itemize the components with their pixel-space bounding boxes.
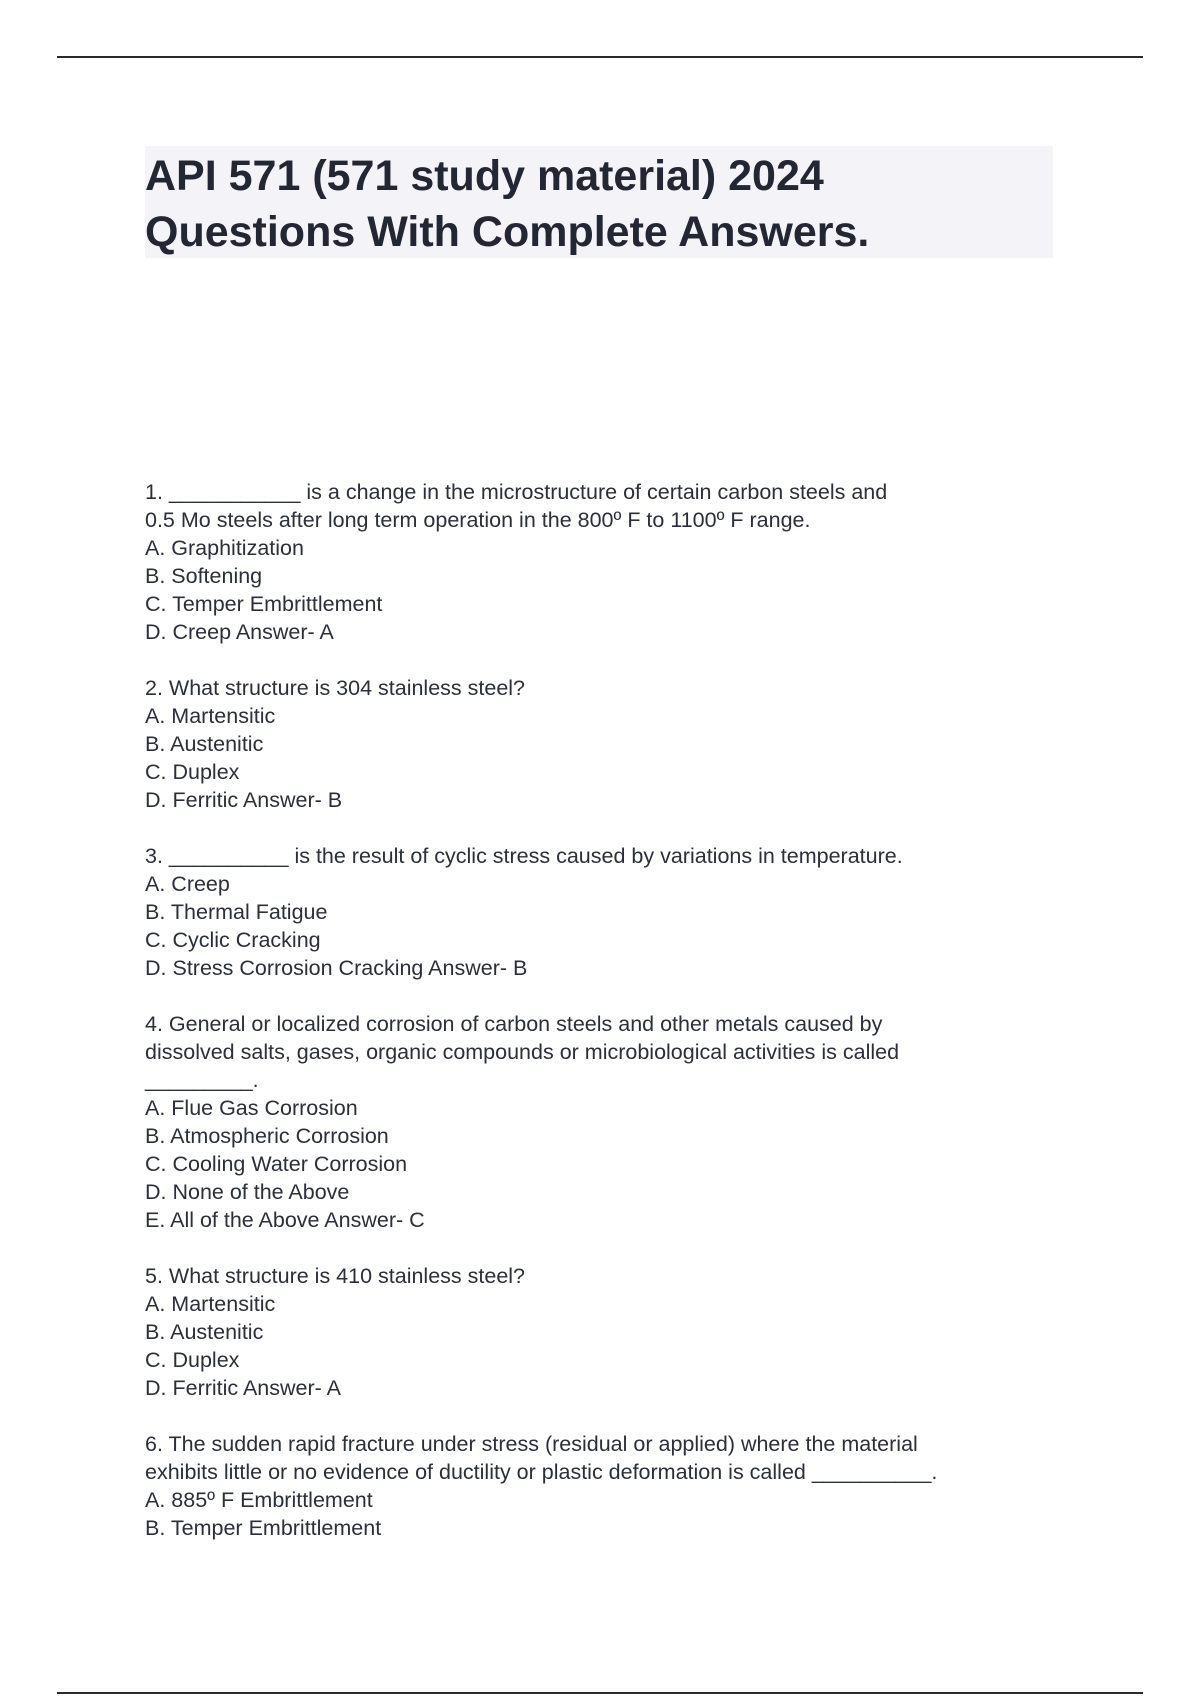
answer-option: D. Creep Answer- A <box>145 620 334 644</box>
question-list <box>145 478 1025 1570</box>
answer-option: A. Graphitization <box>145 536 304 560</box>
answer-option: C. Duplex <box>145 760 240 784</box>
question-text: _________. <box>145 1068 259 1092</box>
bottom-rule <box>57 1692 1143 1694</box>
document-title: API 571 (571 study material) 2024 Questions With Complete Answers. <box>145 152 870 256</box>
question-text: 1. ___________ is a change in the microstructure of certain carbon steels and <box>145 480 888 504</box>
question-4 <box>145 1010 1025 1234</box>
question-text: 4. General or localized corrosion of carbon steels and other metals caused by <box>145 1012 883 1036</box>
question-2 <box>145 674 1025 814</box>
answer-option: D. Ferritic Answer- B <box>145 788 343 812</box>
question-text: 5. What structure is 410 stainless steel? <box>145 1264 526 1288</box>
question-text: 0.5 Mo steels after long term operation in the 800º F to 1100º F range. <box>145 508 811 532</box>
answer-option: D. Ferritic Answer- A <box>145 1376 341 1400</box>
answer-option: A. Martensitic <box>145 704 276 728</box>
answer-option: A. Creep <box>145 872 230 896</box>
question-text: 2. What structure is 304 stainless steel? <box>145 676 526 700</box>
answer-option: B. Atmospheric Corrosion <box>145 1124 389 1148</box>
answer-option: D. None of the Above <box>145 1180 350 1204</box>
question-text: 6. The sudden rapid fracture under stress (residual or applied) where the material <box>145 1432 918 1456</box>
answer-option: A. Flue Gas Corrosion <box>145 1096 358 1120</box>
answer-option: E. All of the Above Answer- C <box>145 1208 425 1232</box>
question-text: exhibits little or no evidence of ductility or plastic deformation is called __________. <box>145 1460 938 1484</box>
question-text: dissolved salts, gases, organic compounds or microbiological activities is called <box>145 1040 900 1064</box>
answer-option: B. Austenitic <box>145 732 264 756</box>
answer-option: B. Temper Embrittlement <box>145 1516 382 1540</box>
question-1 <box>145 478 1025 646</box>
answer-option: C. Cooling Water Corrosion <box>145 1152 408 1176</box>
answer-option: B. Austenitic <box>145 1320 264 1344</box>
question-3 <box>145 842 1025 982</box>
question-5 <box>145 1262 1025 1402</box>
question-6 <box>145 1430 1025 1542</box>
answer-option: C. Cyclic Cracking <box>145 928 321 952</box>
answer-option: D. Stress Corrosion Cracking Answer- B <box>145 956 528 980</box>
answer-option: C. Duplex <box>145 1348 240 1372</box>
answer-option: B. Thermal Fatigue <box>145 900 328 924</box>
answer-option: C. Temper Embrittlement <box>145 592 383 616</box>
top-rule <box>57 56 1143 58</box>
answer-option: A. Martensitic <box>145 1292 276 1316</box>
answer-option: A. 885º F Embrittlement <box>145 1488 373 1512</box>
question-text: 3. __________ is the result of cyclic stress caused by variations in temperature. <box>145 844 903 868</box>
answer-option: B. Softening <box>145 564 263 588</box>
